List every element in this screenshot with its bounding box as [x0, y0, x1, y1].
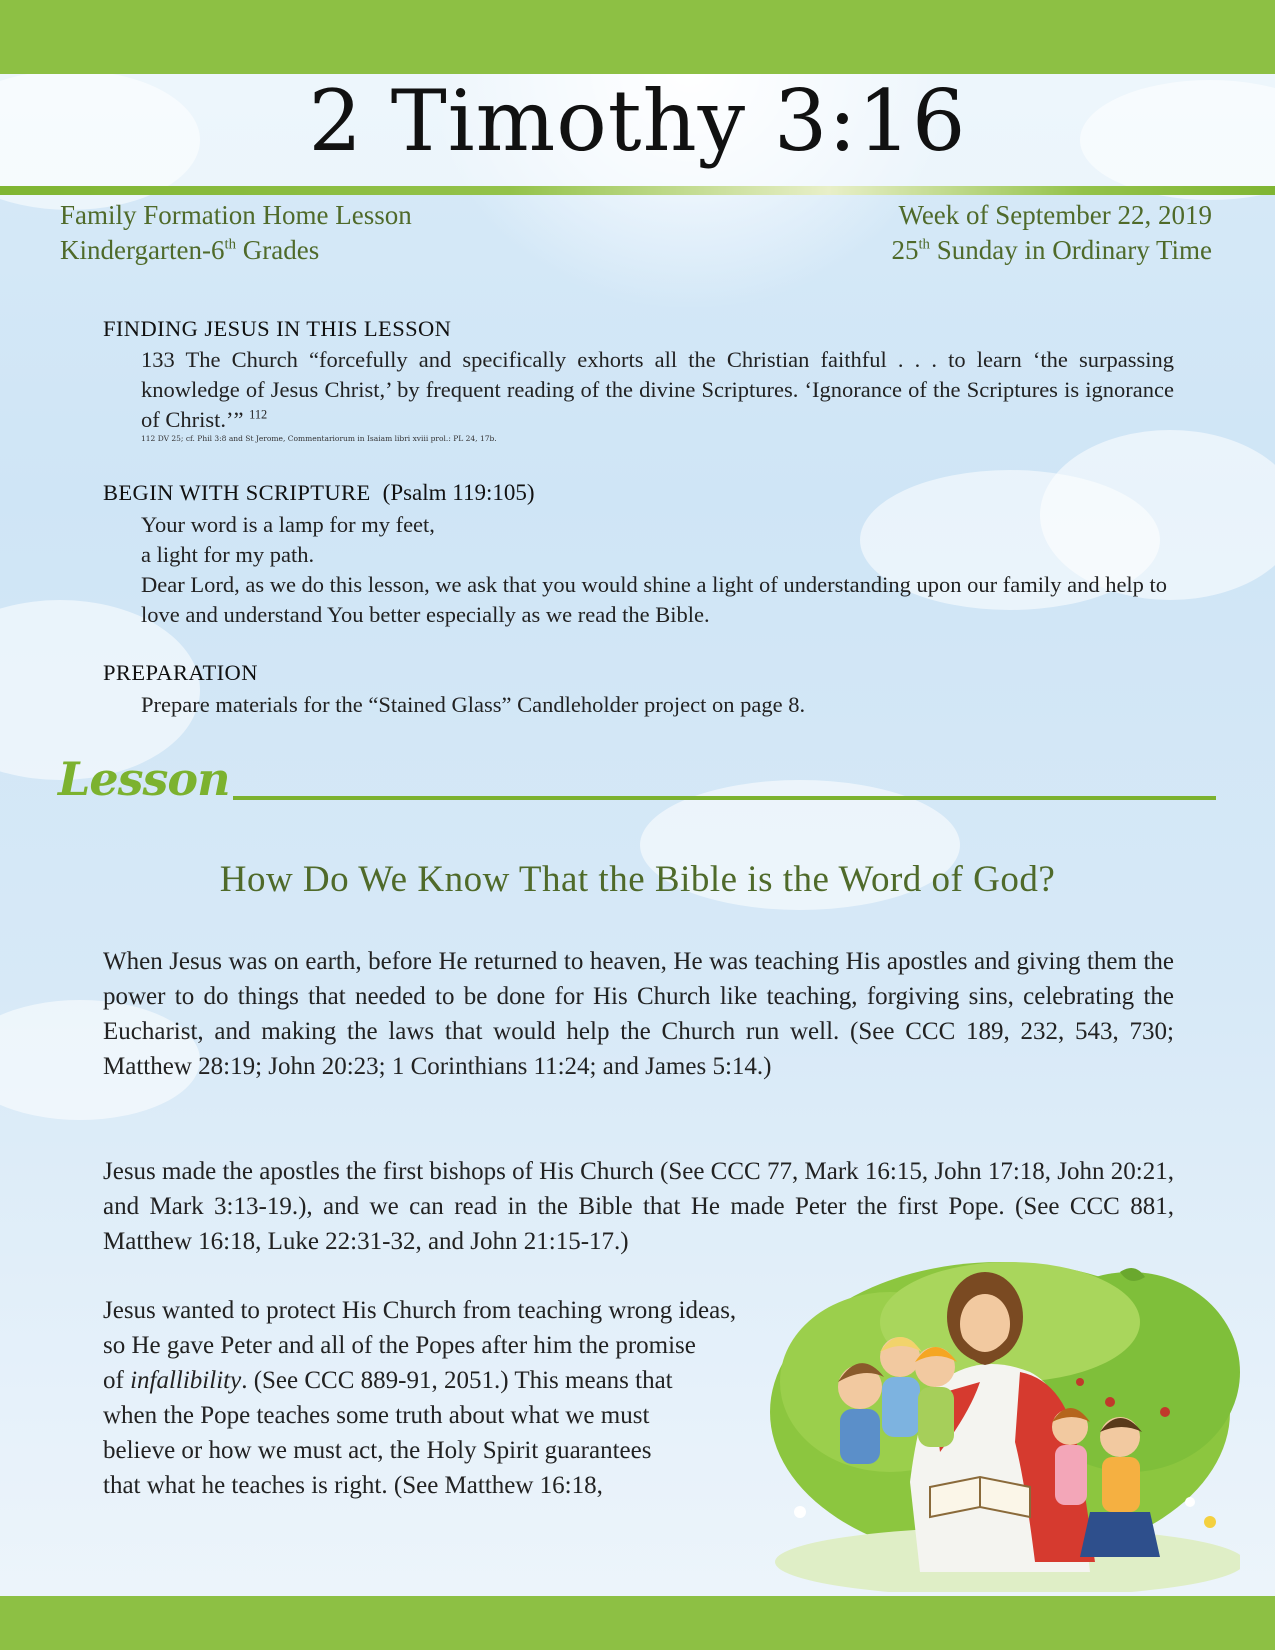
- finding-heading: FINDING JESUS IN THIS LESSON: [103, 316, 452, 341]
- program-name: Family Formation Home Lesson: [60, 200, 412, 230]
- preparation-text: Prepare materials for the “Stained Glass” Candleholder project on page 8.: [141, 692, 806, 717]
- lesson-paragraph: Jesus made the apostles the first bishops of His Church (See CCC 77, Mark 16:15, John 17:18, John 20:21, and Mark 3:13-19.), and we can read in the Bible that He made Peter the first Pope. (See CCC 881, Matthew 16:18, Luke 22:31-32, and John 21:15-17.): [103, 1158, 1174, 1255]
- paragraph-line: believe or how we must act, the Holy Spirit guarantees: [103, 1437, 652, 1464]
- scripture-heading: BEGIN WITH SCRIPTURE (Psalm 119:105): [103, 480, 535, 505]
- paragraph-line: of infallibility. (See CCC 889-91, 2051.) This means that: [103, 1367, 673, 1394]
- top-band: [0, 0, 1275, 74]
- page-title: 2 Timothy 3:16: [308, 72, 967, 170]
- paragraph-line: so He gave Peter and all of the Popes after him the promise: [103, 1332, 696, 1359]
- preparation-heading: PREPARATION: [103, 660, 258, 685]
- lesson-rule: [233, 796, 1216, 800]
- lesson-question: How Do We Know That the Bible is the Word of God?: [219, 859, 1056, 900]
- bottom-band: [0, 1596, 1275, 1650]
- week-date: Week of September 22, 2019: [898, 200, 1212, 230]
- lesson-info: [60, 198, 412, 268]
- footnote-mark: 112: [249, 407, 268, 422]
- scripture-reference: (Psalm 119:105): [382, 480, 535, 505]
- opening-prayer: Dear Lord, as we do this lesson, we ask that you would shine a light of understanding upon our family and help to love and understand You better especially as we read the Bible.: [141, 572, 1168, 627]
- grade-range: Kindergarten-6th Grades: [60, 235, 320, 265]
- liturgical-sunday: 25th Sunday in Ordinary Time: [891, 235, 1212, 265]
- finding-text: 133 The Church “forcefully and specifically exhorts all the Christian faithful . . . to learn ‘the surpassing knowledge of Jesus Christ,’ by frequent reading of the divine Scriptures. ‘Ignorance of the Scriptures is ignorance of Christ.’” $^{112}$: [141, 347, 1174, 432]
- footnote: 112 DV 25; cf. Phil 3:8 and St Jerome, Commentariorum in Isaiam libri xviii prol.: PL 24, 17b.: [141, 434, 497, 443]
- jesus-with-children-illustration: [770, 1262, 1240, 1592]
- date-info: [891, 198, 1212, 268]
- paragraph-line: Jesus wanted to protect His Church from teaching wrong ideas,: [103, 1297, 737, 1324]
- paragraph-line: when the Pope teaches some truth about what we must: [103, 1402, 650, 1429]
- lesson-paragraph: When Jesus was on earth, before He returned to heaven, He was teaching His apostles and giving them the power to do things that needed to be done for His Church like teaching, forgiving sins, celebrating the Eucharist, and making the laws that would help the Church run well. (See CCC 189, 232, 543, 730; Matthew 28:19; John 20:23; 1 Corinthians 11:24; and James 5:14.): [103, 948, 1174, 1080]
- lesson-paragraph: [103, 1293, 798, 1503]
- paragraph-line: that what he teaches is right. (See Matthew 16:18,: [103, 1472, 603, 1499]
- title-rule: [0, 186, 1275, 195]
- verse-line: a light for my path.: [141, 542, 315, 567]
- lesson-label: Lesson: [58, 752, 230, 806]
- scripture-verse: [141, 510, 1174, 630]
- verse-line: Your word is a lamp for my feet,: [141, 512, 435, 537]
- infallibility-term: infallibility: [130, 1367, 242, 1394]
